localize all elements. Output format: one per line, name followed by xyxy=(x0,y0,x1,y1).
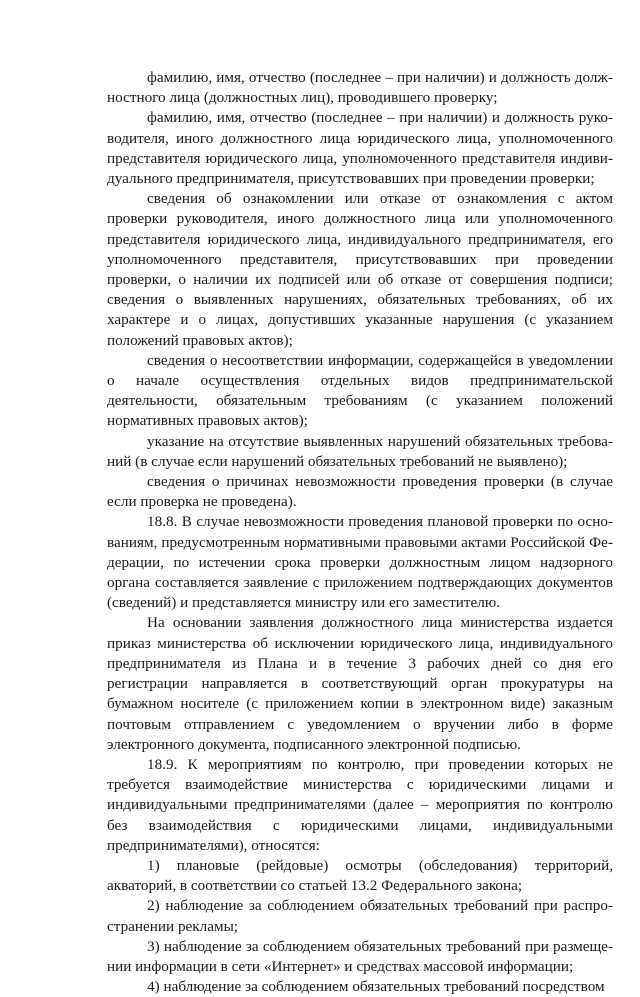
paragraph-no-violations: указание на отсутствие выявленных нарушений обязательных требований (в случае если нарушений обязательных требований не выявлено); xyxy=(107,432,613,470)
paragraph-impossibility-reasons: сведения о причинах невозможности проведения проверки (в случае если проверка не проведена). xyxy=(107,473,613,511)
paragraph-official-name: фамилию, имя, отчество (последнее – при наличии) и должность должностного лица (должностных лиц), проводившего проверку; xyxy=(107,69,613,107)
paragraph-18-9: 18.9. К мероприятиям по контролю, при проведении которых не требуется взаимодействие министерства с юридическими лицами и индивидуальными предпринимателями (далее – мероприятия по контролю без взаимодействия с юридическими лицами, индивидуальными предпринимателями), относятся: xyxy=(107,755,613,854)
paragraph-familiarization: сведения об ознакомлении или отказе от ознакомления с актом проверки руководителя, иного должностного лица или уполномоченного представителя юридического лица, индивидуального предпринимателя, его уполномоченного представителя, присутствовавших при проведении проверки, о наличии их подписей или об отказе от совершения подписи; сведения о выявленных нарушениях, обязательных требованиях, об их характере и о лицах, допустивших указанные нарушения (с указанием положений правовых актов); xyxy=(107,190,613,349)
paragraph-notice-mismatch: сведения о несоответствии информации, содержащейся в уведомлении о начале осуществления отдельных видов предпринимательской деятельности, обязательным требованиям (с указанием положений нормативных правовых актов); xyxy=(107,351,613,430)
list-item-3: 3) наблюдение за соблюдением обязательных требований при размещении информации в сети «Интернет» и средствах массовой информации; xyxy=(107,937,613,975)
document-body xyxy=(107,68,613,997)
paragraph-manager-name: фамилию, имя, отчество (последнее – при наличии) и должность руководителя, иного должностного лица юридического лица, уполномоченного представителя юридического лица, уполномоченного представителя индивидуального предпринимателя, присутствовавших при проведении проверки; xyxy=(107,109,613,188)
list-item-2: 2) наблюдение за соблюдением обязательных требований при распространении рекламы; xyxy=(107,897,613,935)
paragraph-ministry-order: На основании заявления должностного лица министерства издается приказ министерства об исключении юридического лица, индивидуального предпринимателя из Плана и в течение 3 рабочих дней со дня его регистрации направляется в соответствующий орган прокуратуры на бумажном носителе (с приложением копии в электронном виде) заказным почтовым отправлением с уведомлением о вручении либо в форме электронного документа, подписанного электронной подписью. xyxy=(107,614,613,753)
list-item-1: 1) плановые (рейдовые) осмотры (обследования) территорий, акваторий, в соответствии со статьей 13.2 Федерального закона; xyxy=(107,856,613,895)
paragraph-18-8: 18.8. В случае невозможности проведения плановой проверки по основаниям, предусмотренным нормативными правовыми актами Российской Федерации, по истечении срока проверки должностным лицом надзорного органа составляется заявление с приложением подтверждающих документов (сведений) и представляется министру или его заместителю. xyxy=(107,513,613,612)
list-item-4: 4) наблюдение за соблюдением обязательных требований посредством xyxy=(147,978,605,996)
